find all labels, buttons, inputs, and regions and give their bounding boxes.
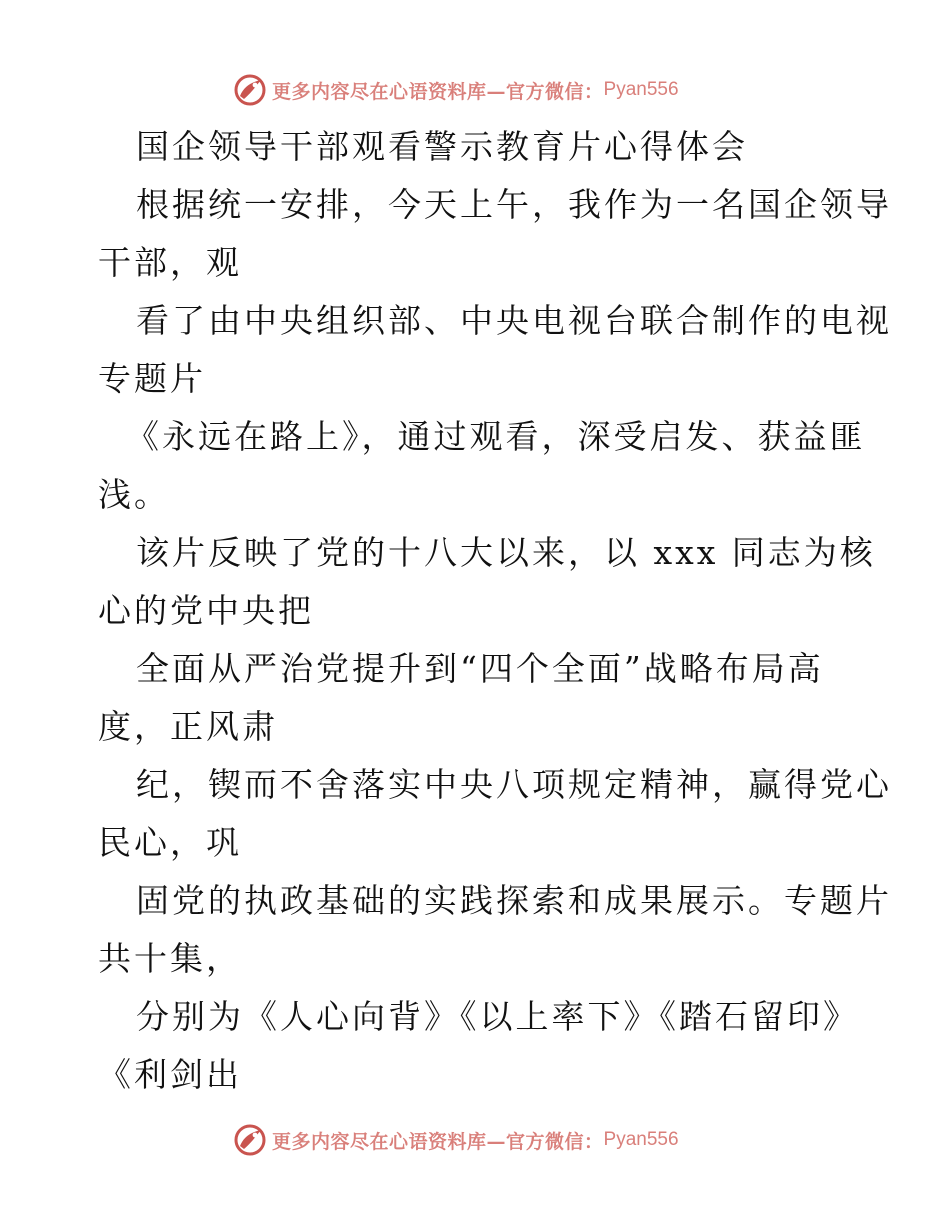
paragraph-line: 度，正风肃 [98, 707, 278, 746]
paragraph-line: 心的党中央把 [98, 591, 314, 630]
paragraph-line: 纪，锲而不舍落实中央八项规定精神，赢得党心 [136, 765, 892, 804]
footer-banner-text: 更多内容尽在心语资料库—官方微信： [272, 1130, 604, 1153]
header-banner [234, 72, 679, 108]
header-banner-text: 更多内容尽在心语资料库—官方微信： [272, 80, 604, 103]
paragraph-line: 共十集， [98, 939, 242, 978]
paragraph-line: 看了由中央组织部、中央电视台联合制作的电视 [136, 301, 892, 340]
paragraph-line: 浅。 [98, 475, 170, 514]
paragraph-line: 民心，巩 [98, 823, 242, 862]
paragraph-line: 固党的执政基础的实践探索和成果展示。专题片 [136, 881, 892, 920]
paragraph-line: 该片反映了党的十八大以来，以 xxx 同志为核 [136, 533, 876, 572]
pen-logo-icon [234, 74, 266, 106]
footer-banner-wechat-id: Pyan556 [603, 1129, 679, 1150]
paragraph-line: 根据统一安排，今天上午，我作为一名国企领导 [136, 185, 892, 224]
paragraph-line: 专题片 [98, 359, 206, 398]
paragraph-line: 干部，观 [98, 243, 242, 282]
paragraph-line: 分别为《人心向背》《以上率下》《踏石留印》 [136, 997, 859, 1036]
paragraph-line: 《利剑出 [98, 1055, 242, 1094]
pen-logo-icon [234, 1124, 266, 1156]
document-title: 国企领导干部观看警示教育片心得体会 [136, 127, 748, 166]
paragraph-line: 《永远在路上》，通过观看，深受启发、获益匪 [126, 417, 866, 456]
paragraph-line: 全面从严治党提升到“四个全面”战略布局高 [136, 649, 824, 688]
footer-banner [234, 1122, 679, 1158]
header-banner-wechat-id: Pyan556 [603, 79, 679, 100]
